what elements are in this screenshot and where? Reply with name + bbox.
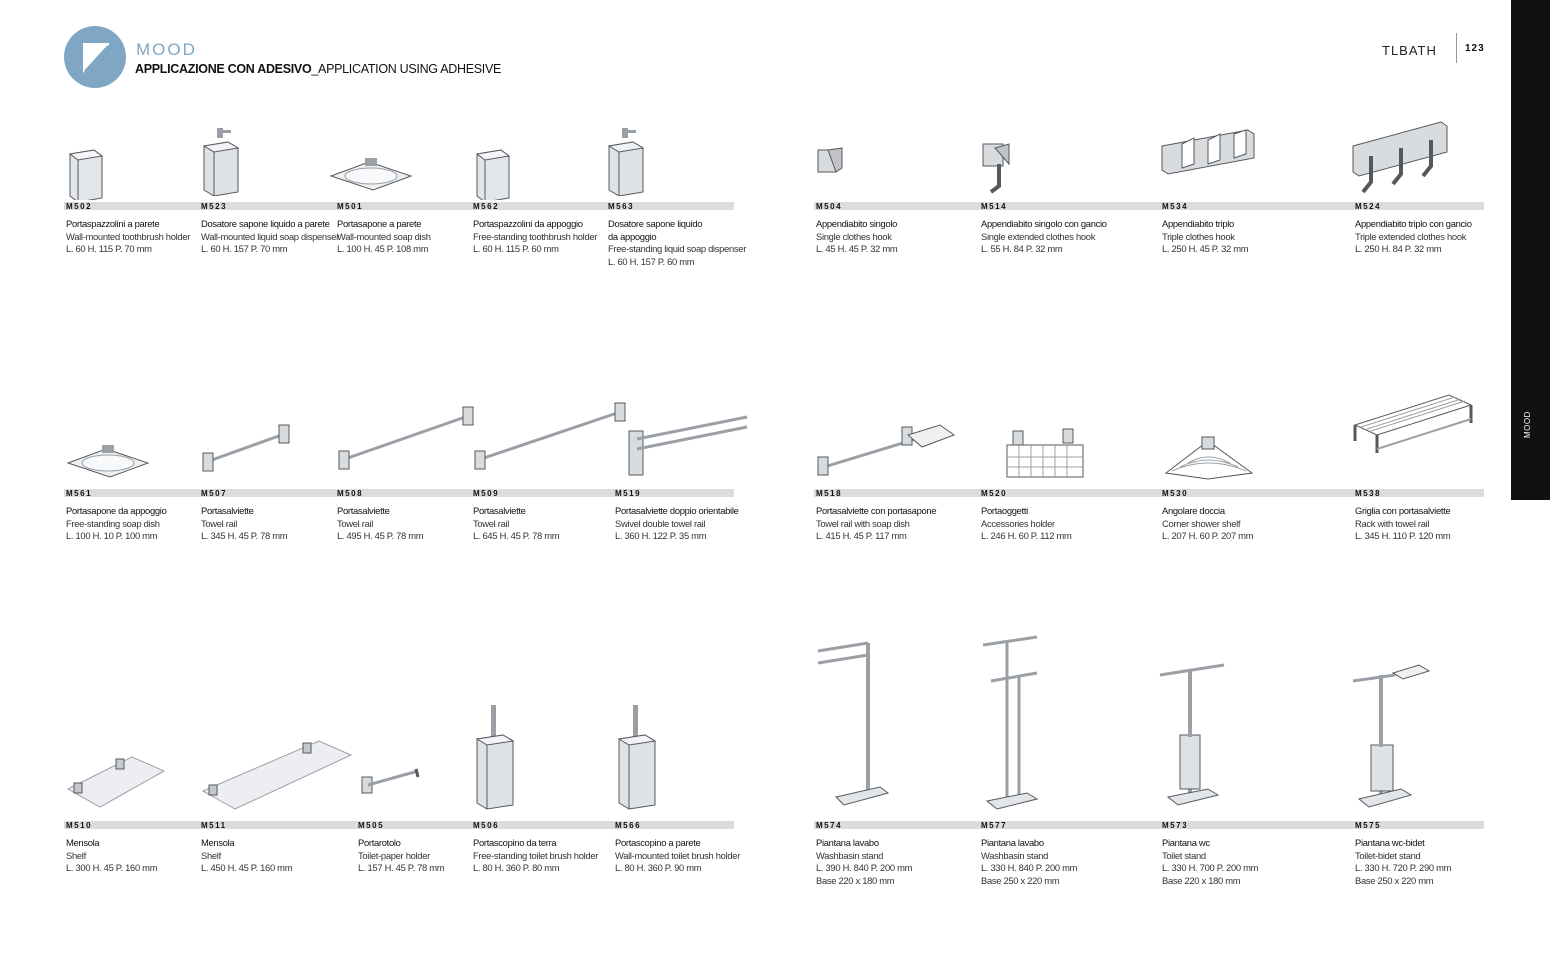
product-dimensions: L. 300 H. 45 P. 160 mm	[66, 862, 158, 874]
product-code: M562	[473, 202, 500, 211]
product-name-italian-cont: da appoggio	[608, 230, 657, 242]
product-name-italian: Angolare doccia	[1162, 505, 1225, 516]
toilet-stand-icon	[1158, 659, 1228, 814]
product-description	[1162, 218, 1248, 256]
product-dimensions: L. 246 H. 60 P. 112 mm	[981, 530, 1072, 542]
product-dimensions: L. 60 H. 157 P. 70 mm	[201, 243, 288, 255]
product-code: M573	[1162, 821, 1189, 830]
product-name-english: Washbasin stand	[981, 849, 1049, 861]
product-dimensions: L. 360 H. 122 P. 35 mm	[615, 530, 707, 542]
product-name-italian: Portasapone a parete	[337, 218, 422, 229]
product-description	[1355, 837, 1451, 887]
product-name-italian: Appendiabito singolo	[816, 218, 898, 229]
page-number: 123	[1465, 43, 1485, 54]
product-name-english: Accessories holder	[981, 517, 1055, 529]
row-band	[814, 202, 1484, 210]
product-dimensions: L. 207 H. 60 P. 207 mm	[1162, 530, 1254, 542]
product-name-english: Towel rail	[337, 517, 374, 529]
hook-icon	[816, 146, 846, 181]
soap-dish-icon	[329, 154, 413, 199]
product-name-italian: Portasapone da appoggio	[66, 505, 167, 516]
product-code: M566	[615, 821, 642, 830]
product-name-english: Triple clothes hook	[1162, 230, 1235, 242]
tumbler-icon	[473, 140, 513, 205]
product-base: Base 220 x 180 mm	[816, 874, 895, 886]
product-code: M514	[981, 202, 1008, 211]
towel-rail-icon	[337, 405, 481, 480]
product-name-italian: Portascopino da terra	[473, 837, 557, 848]
product-name-english: Wall-mounted liquid soap dispenser	[201, 230, 339, 242]
product-dimensions: L. 100 H. 10 P. 100 mm	[66, 530, 158, 542]
towel-rail-icon	[473, 401, 633, 480]
toilet-brush-icon	[615, 703, 659, 816]
product-description	[816, 505, 936, 543]
glass-shelf-icon	[66, 755, 166, 816]
product-name-english: Rack with towel rail	[1355, 517, 1430, 529]
product-code: M523	[201, 202, 228, 211]
towel-rail-icon	[201, 423, 297, 482]
product-base: Base 250 x 220 mm	[981, 874, 1060, 886]
product-name-english: Towel rail	[201, 517, 238, 529]
product-base: Base 250 x 220 mm	[1355, 874, 1434, 886]
product-name-italian: Portascopino a parete	[615, 837, 701, 848]
product-name-italian: Piantana lavabo	[981, 837, 1044, 848]
subtitle-english: _APPLICATION USING ADHESIVE	[311, 62, 502, 76]
product-name-english: Wall-mounted toothbrush holder	[66, 230, 191, 242]
product-code: M505	[358, 821, 385, 830]
product-dimensions: L. 250 H. 84 P. 32 mm	[1355, 243, 1442, 255]
product-code: M501	[337, 202, 364, 211]
towel-rack-icon	[1351, 391, 1475, 460]
product-name-english: Toilet-bidet stand	[1355, 849, 1421, 861]
product-name-english: Free-standing liquid soap dispenser	[608, 243, 747, 255]
side-tab-label: MOOD	[1523, 411, 1532, 438]
product-code: M511	[201, 821, 227, 830]
company-logo: TLBATH	[1382, 43, 1437, 58]
product-dimensions: L. 60 H. 115 P. 60 mm	[473, 243, 559, 255]
product-description	[201, 837, 292, 875]
product-name-english: Single extended clothes hook	[981, 230, 1096, 242]
header-divider	[1456, 33, 1457, 63]
product-code: M508	[337, 489, 364, 498]
product-description	[1355, 218, 1472, 256]
product-code: M509	[473, 489, 500, 498]
product-code: M519	[615, 489, 642, 498]
row-band	[814, 821, 1484, 829]
product-code: M577	[981, 821, 1008, 830]
corner-basket-icon	[1162, 435, 1256, 488]
product-dimensions: L. 60 H. 115 P. 70 mm	[66, 243, 152, 255]
product-name-english: Toilet-paper holder	[358, 849, 430, 861]
glass-shelf-icon	[201, 739, 353, 818]
product-dimensions: L. 330 H. 720 P. 290 mm	[1355, 862, 1452, 874]
product-description	[66, 505, 166, 543]
product-dimensions: L. 415 H. 45 P. 117 mm	[816, 530, 907, 542]
product-dimensions: L. 495 H. 45 P. 78 mm	[337, 530, 424, 542]
row-band	[814, 489, 1484, 497]
towel-rail-soap-icon	[816, 421, 956, 486]
product-description	[337, 505, 423, 543]
product-dimensions: L. 45 H. 45 P. 32 mm	[816, 243, 898, 255]
wire-basket-icon	[999, 427, 1089, 486]
product-name-italian: Portaspazzolini a parete	[66, 218, 160, 229]
washbasin-stand-icon	[816, 635, 896, 816]
product-code: M504	[816, 202, 843, 211]
product-name-english: Toilet stand	[1162, 849, 1206, 861]
product-name-english: Free-standing toothbrush holder	[473, 230, 598, 242]
product-code: M524	[1355, 202, 1382, 211]
toilet-brush-icon	[473, 703, 517, 816]
product-code: M507	[201, 489, 228, 498]
product-description	[981, 505, 1072, 543]
toilet-bidet-stand-icon	[1351, 661, 1431, 816]
product-name-english: Wall-mounted toilet brush holder	[615, 849, 741, 861]
triple-hook-icon	[1160, 126, 1256, 181]
product-description	[981, 218, 1107, 256]
product-code: M518	[816, 489, 843, 498]
soap-dispenser-icon	[606, 126, 646, 201]
product-name-english: Triple extended clothes hook	[1355, 230, 1467, 242]
product-base: Base 220 x 180 mm	[1162, 874, 1241, 886]
product-name-english: Towel rail	[473, 517, 510, 529]
product-name-english: Swivel double towel rail	[615, 517, 706, 529]
triple-extended-hook-icon	[1351, 116, 1451, 201]
extended-hook-icon	[981, 138, 1015, 199]
product-name-italian: Portasalviette	[337, 505, 390, 516]
product-name-italian: Mensola	[201, 837, 235, 848]
product-dimensions: L. 60 H. 157 P. 60 mm	[608, 255, 695, 267]
product-description	[816, 837, 912, 887]
product-description	[981, 837, 1077, 887]
product-name-english: Corner shower shelf	[1162, 517, 1241, 529]
product-name-italian: Appendiabito singolo con gancio	[981, 218, 1107, 229]
product-name-english: Wall-mounted soap dish	[337, 230, 431, 242]
paper-holder-icon	[360, 767, 422, 802]
product-dimensions: L. 80 H. 360 P. 90 mm	[615, 862, 702, 874]
product-name-italian: Dosatore sapone liquido	[608, 218, 703, 229]
product-dimensions: L. 250 H. 45 P. 32 mm	[1162, 243, 1249, 255]
product-name-italian: Griglia con portasalviette	[1355, 505, 1451, 516]
product-description	[615, 505, 739, 543]
product-name-italian: Dosatore sapone liquido a parete	[201, 218, 330, 229]
product-dimensions: L. 645 H. 45 P. 78 mm	[473, 530, 560, 542]
product-name-italian: Piantana wc	[1162, 837, 1210, 848]
product-description	[358, 837, 444, 875]
product-name-italian: Portasalviette	[473, 505, 526, 516]
product-name-italian: Piantana lavabo	[816, 837, 879, 848]
product-description	[201, 218, 339, 256]
product-name-english: Towel rail with soap dish	[816, 517, 910, 529]
product-name-italian: Portasalviette con portasapone	[816, 505, 937, 516]
product-description	[1162, 505, 1253, 543]
product-code: M574	[816, 821, 843, 830]
product-description	[337, 218, 431, 256]
product-dimensions: L. 100 H. 45 P. 108 mm	[337, 243, 429, 255]
product-name-italian: Portarotolo	[358, 837, 401, 848]
product-code: M563	[608, 202, 635, 211]
product-description	[66, 837, 157, 875]
product-dimensions: L. 450 H. 45 P. 160 mm	[201, 862, 293, 874]
product-dimensions: L. 157 H. 45 P. 78 mm	[358, 862, 445, 874]
product-dimensions: L. 390 H. 840 P. 200 mm	[816, 862, 913, 874]
product-dimensions: L. 55 H. 84 P. 32 mm	[981, 243, 1063, 255]
side-tab	[1511, 0, 1550, 500]
product-name-english: Single clothes hook	[816, 230, 892, 242]
double-washbasin-stand-icon	[981, 633, 1045, 818]
product-name-italian: Portaspazzolini da appoggio	[473, 218, 583, 229]
product-code: M538	[1355, 489, 1382, 498]
product-description	[473, 837, 598, 875]
product-name-italian: Appendiabito triplo con gancio	[1355, 218, 1472, 229]
tumbler-icon	[66, 140, 106, 205]
product-name-italian: Portaoggetti	[981, 505, 1028, 516]
product-description	[1162, 837, 1258, 887]
swivel-towel-rail-icon	[627, 409, 751, 484]
product-code: M506	[473, 821, 500, 830]
section-subtitle	[135, 62, 501, 76]
product-name-italian: Piantana wc-bidet	[1355, 837, 1425, 848]
soap-dispenser-icon	[201, 126, 241, 201]
product-code: M530	[1162, 489, 1189, 498]
product-dimensions: L. 330 H. 700 P. 200 mm	[1162, 862, 1259, 874]
product-code: M502	[66, 202, 93, 211]
product-code: M510	[66, 821, 93, 830]
product-description	[1355, 505, 1450, 543]
product-description	[473, 218, 597, 256]
product-name-english: Washbasin stand	[816, 849, 884, 861]
product-name-italian: Portasalviette doppio orientabile	[615, 505, 739, 516]
product-dimensions: L. 330 H. 840 P. 200 mm	[981, 862, 1078, 874]
product-description	[66, 218, 190, 256]
product-name-english: Free-standing toilet brush holder	[473, 849, 599, 861]
product-description	[615, 837, 740, 875]
product-name-english: Shelf	[66, 849, 86, 861]
soap-dish-icon	[66, 441, 150, 486]
product-name-english: Free-standing soap dish	[66, 517, 160, 529]
brand-title: MOOD	[136, 40, 197, 59]
product-code: M534	[1162, 202, 1189, 211]
product-description	[201, 505, 287, 543]
product-dimensions: L. 345 H. 45 P. 78 mm	[201, 530, 288, 542]
product-dimensions: L. 345 H. 110 P. 120 mm	[1355, 530, 1451, 542]
product-description	[816, 218, 897, 256]
subtitle-italian: APPLICAZIONE CON ADESIVO	[135, 62, 312, 76]
product-code: M520	[981, 489, 1008, 498]
product-code: M575	[1355, 821, 1382, 830]
product-code: M561	[66, 489, 93, 498]
product-name-italian: Mensola	[66, 837, 100, 848]
product-description	[473, 505, 559, 543]
product-name-english: Shelf	[201, 849, 221, 861]
product-name-italian: Portasalviette	[201, 505, 254, 516]
mood-logo	[64, 26, 126, 88]
product-name-italian: Appendiabito triplo	[1162, 218, 1234, 229]
product-description	[608, 218, 746, 268]
product-dimensions: L. 80 H. 360 P. 80 mm	[473, 862, 560, 874]
